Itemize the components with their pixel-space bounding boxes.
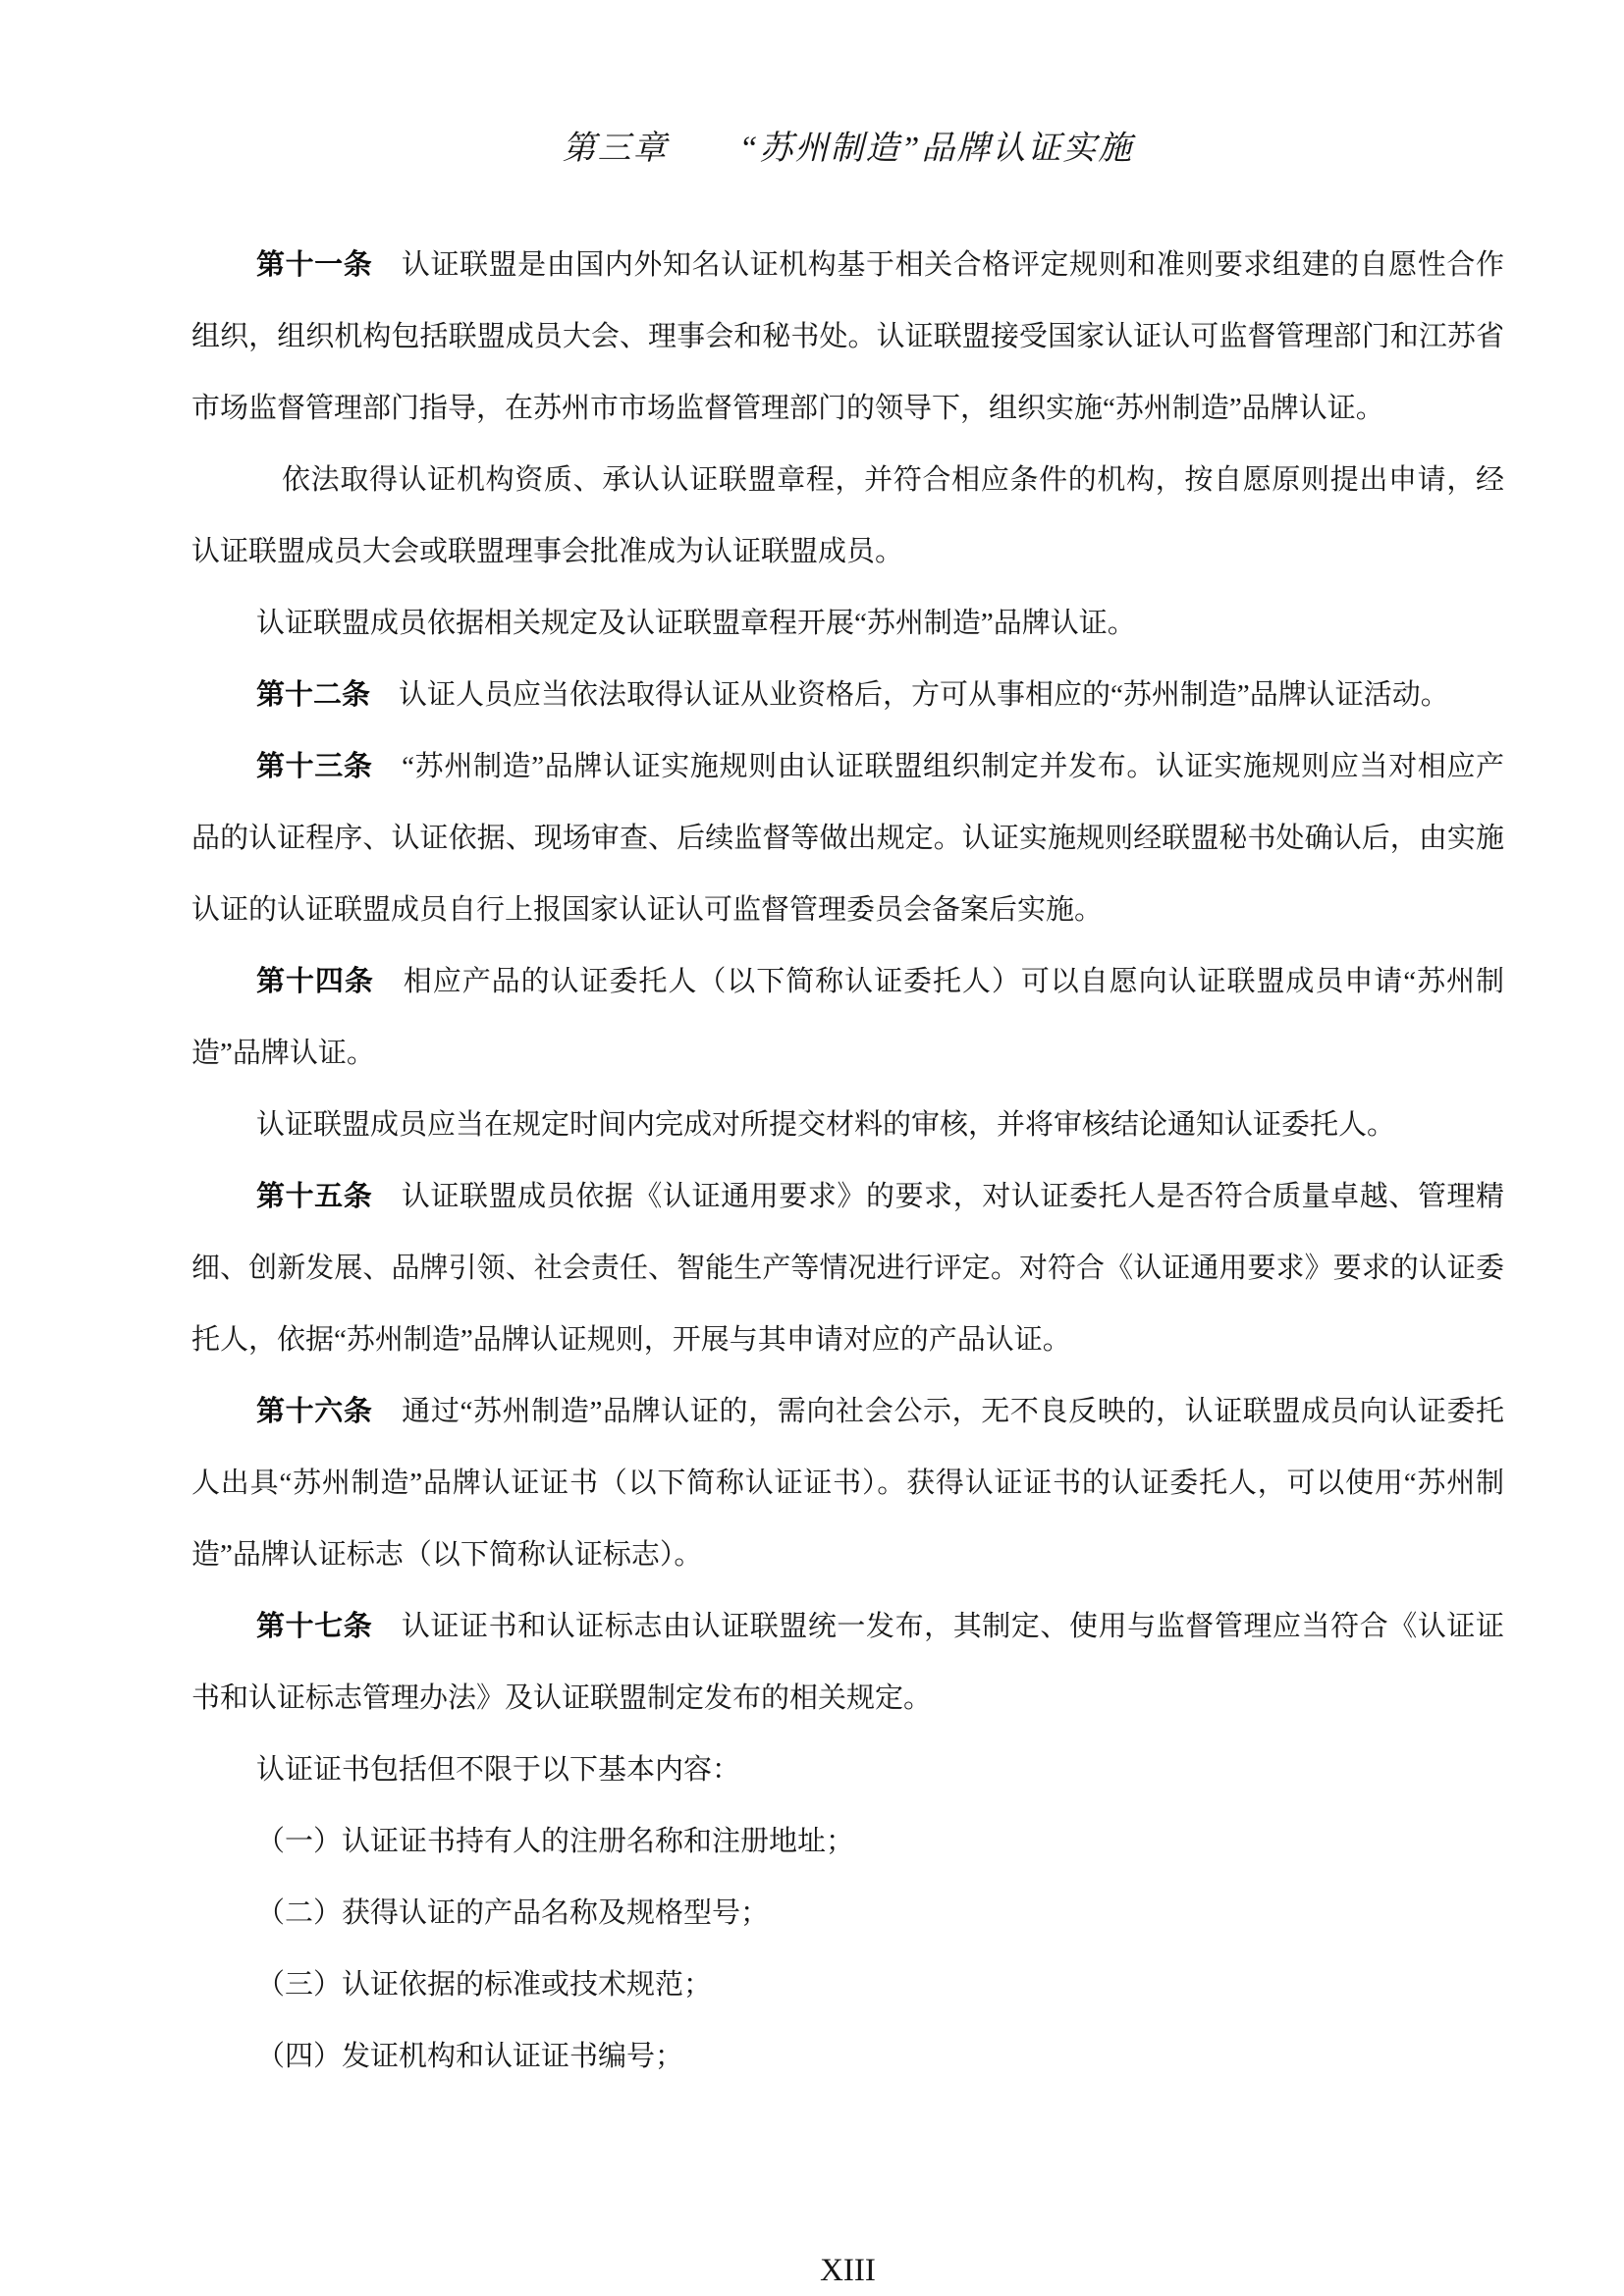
paragraph-text: 认证联盟是由国内外知名认证机构基于相关合格评定规则和准则要求组建的自愿性合作组织，组织机构包括联盟成员大会、理事会和秘书处。认证联盟接受国家认证认可监督管理部门和江苏省市场监督管理部门指导，在苏州市市场监督管理部门的领导下，组织实施“苏州制造”品牌认证。 — [191, 249, 1504, 424]
article-paragraph — [191, 946, 1504, 1090]
paragraph — [191, 1090, 1504, 1161]
article-paragraph — [191, 1161, 1504, 1376]
document-body — [191, 230, 1504, 2093]
article-paragraph — [191, 731, 1504, 946]
paragraph-text: 认证联盟成员依据相关规定及认证联盟章程开展“苏州制造”品牌认证。 — [256, 608, 1136, 639]
list-item — [191, 2021, 1504, 2093]
article-number: 第十三条 — [256, 751, 373, 782]
document-content — [191, 126, 1504, 2093]
paragraph — [191, 1735, 1504, 1806]
paragraph-text: 认证联盟成员依据《认证通用要求》的要求，对认证委托人是否符合质量卓越、管理精细、创新发展、品牌引领、社会责任、智能生产等情况进行评定。对符合《认证通用要求》要求的认证委托人，依据“苏州制造”品牌认证规则，开展与其申请对应的产品认证。 — [191, 1181, 1504, 1356]
paragraph-text: 认证联盟成员应当在规定时间内完成对所提交材料的审核，并将审核结论通知认证委托人。 — [256, 1109, 1396, 1141]
paragraph-text: 相应产品的认证委托人（以下简称认证委托人）可以自愿向认证联盟成员申请“苏州制造”品牌认证。 — [191, 966, 1504, 1069]
article-number: 第十五条 — [256, 1181, 373, 1212]
paragraph — [191, 588, 1504, 660]
paragraph-text: 认证证书和认证标志由认证联盟统一发布，其制定、使用与监督管理应当符合《认证证书和认证标志管理办法》及认证联盟制定发布的相关规定。 — [191, 1611, 1504, 1714]
paragraph-text: （一）认证证书持有人的注册名称和注册地址； — [256, 1826, 855, 1857]
article-paragraph — [191, 1376, 1504, 1591]
paragraph — [191, 445, 1504, 588]
article-number: 第十二条 — [256, 679, 371, 711]
chapter-title: 第三章 “苏州制造”品牌认证实施 — [562, 131, 1134, 167]
paragraph-text: 通过“苏州制造”品牌认证的，需向社会公示，无不良反映的，认证联盟成员向认证委托人出具“苏州制造”品牌认证证书（以下简称认证证书）。获得认证证书的认证委托人，可以使用“苏州制造”品牌认证标志（以下简称认证标志）。 — [191, 1396, 1504, 1571]
article-number: 第十七条 — [256, 1611, 373, 1642]
list-item — [191, 1949, 1504, 2021]
article-paragraph — [191, 230, 1504, 445]
paragraph-text: （四）发证机构和认证证书编号； — [256, 2041, 684, 2072]
paragraph-text: 认证人员应当依法取得认证从业资格后，方可从事相应的“苏州制造”品牌认证活动。 — [370, 679, 1449, 711]
article-number: 第十一条 — [256, 249, 373, 281]
paragraph-text: 认证证书包括但不限于以下基本内容： — [256, 1754, 741, 1786]
paragraph-text: （二）获得认证的产品名称及规格型号； — [256, 1897, 770, 1929]
article-number: 第十六条 — [256, 1396, 373, 1427]
list-item — [191, 1878, 1504, 1949]
page-number: XIII — [820, 2253, 876, 2288]
article-number: 第十四条 — [256, 966, 374, 997]
list-item — [191, 1806, 1504, 1878]
paragraph-text: （三）认证依据的标准或技术规范； — [256, 1969, 713, 2001]
article-paragraph — [191, 660, 1504, 731]
paragraph-text: “苏州制造”品牌认证实施规则由认证联盟组织制定并发布。认证实施规则应当对相应产品的认证程序、认证依据、现场审查、后续监督等做出规定。认证实施规则经联盟秘书处确认后，由实施认证的认证联盟成员自行上报国家认证认可监督管理委员会备案后实施。 — [191, 751, 1504, 926]
paragraph-text: 依法取得认证机构资质、承认认证联盟章程，并符合相应条件的机构，按自愿原则提出申请，经认证联盟成员大会或联盟理事会批准成为认证联盟成员。 — [191, 464, 1504, 567]
article-paragraph — [191, 1591, 1504, 1735]
